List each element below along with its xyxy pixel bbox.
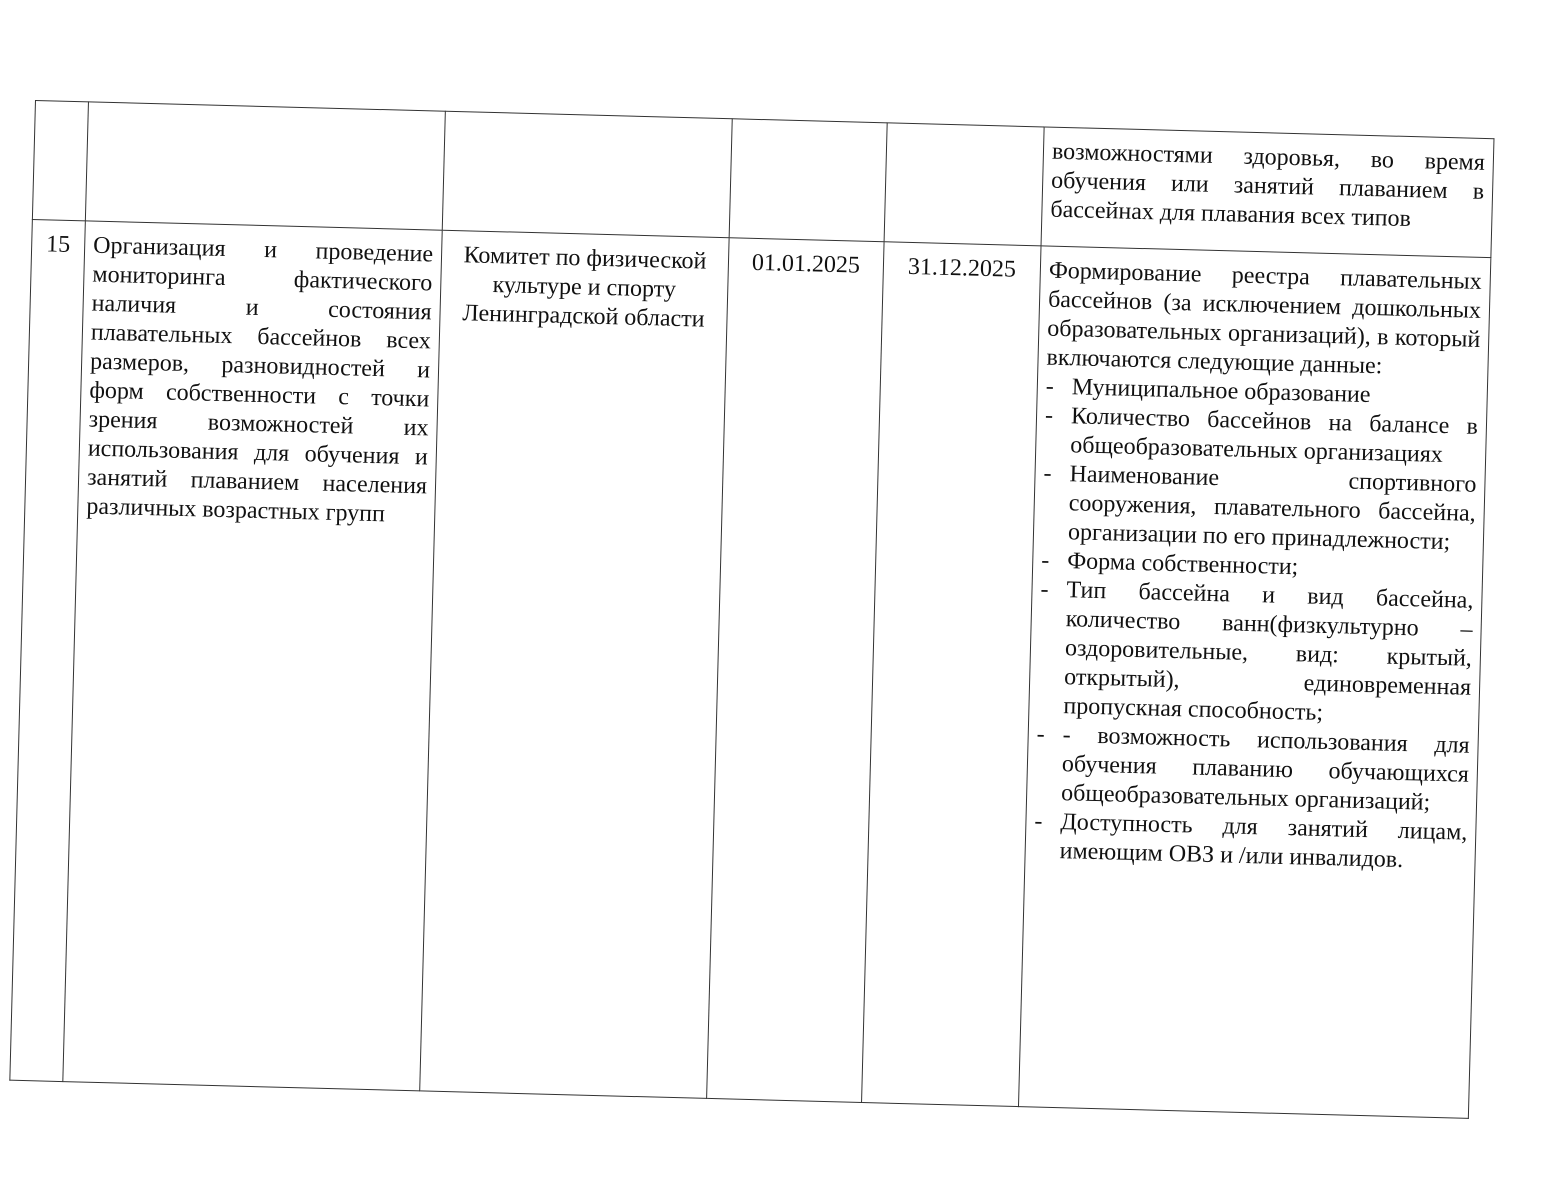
end-date: 31.12.2025 (862, 242, 1041, 1107)
expected-result (1018, 246, 1490, 1118)
table-container (9, 100, 1494, 1119)
bullet-dash: - (1034, 808, 1043, 835)
list-item-text: - возможность использования для обучения плаванию обучающихся общеобразовательных организаций; (1060, 722, 1470, 816)
table-row-15 (10, 219, 1491, 1118)
cell-start-empty (729, 119, 887, 242)
bullet-dash: - (1043, 460, 1052, 487)
list-item-text: Наименование спортивного сооружения, плавательного бассейна, организации по его принадлежности; (1067, 461, 1477, 556)
list-item (1037, 575, 1474, 731)
bullet-dash: - (1040, 547, 1050, 574)
activity-name: Организация и проведение мониторинга фактического наличия и состояния плавательных бассейнов всех размеров, разновидностей и форм собственности с точки зрения возможностей их использования для обучения и занятий плаванием населения различных возрастных групп (63, 221, 442, 1091)
bullet-dash: - (1044, 402, 1054, 429)
list-item-text: Доступность для занятий лицам, имеющим ОВЗ и /или инвалидов. (1059, 809, 1468, 874)
result-list (1033, 373, 1479, 877)
start-date: 01.01.2025 (707, 238, 884, 1103)
list-item (1033, 807, 1467, 876)
cell-result-continuation: возможностями здоровья, во время обучения или занятий плаванием в бассейнах для плавания всех типов (1041, 127, 1494, 258)
cell-end-empty (884, 123, 1044, 246)
list-item-text: Тип бассейна и вид бассейна, количество ванн(физкультурно – оздоровительные, вид: крытый, открытый), единовременная пропускная способность; (1063, 577, 1474, 726)
bullet-dash: - (1036, 721, 1046, 748)
bullet-dash: - (1040, 576, 1049, 603)
cell-name-empty (85, 102, 445, 230)
cell-number-empty (32, 101, 88, 221)
list-item-text: Количество бассейнов на балансе в общеобразовательных организациях (1069, 403, 1479, 468)
list-item-text: Муниципальное образование (1071, 374, 1371, 409)
row-number: 15 (10, 219, 86, 1081)
responsible-executor: Комитет по физической культуре и спорту Ленинградской области (420, 230, 729, 1098)
cell-responsible-empty (442, 111, 732, 237)
bullet-dash: - (1045, 373, 1055, 400)
list-item (1035, 720, 1470, 818)
list-item-text: Форма собственности; (1066, 548, 1299, 581)
list-item (1042, 460, 1477, 558)
result-intro: Формирование реестра плавательных бассейнов (за исключением дошкольных образовательных организаций), в который включаются следующие данные: (1046, 257, 1483, 380)
plan-table (9, 100, 1494, 1119)
